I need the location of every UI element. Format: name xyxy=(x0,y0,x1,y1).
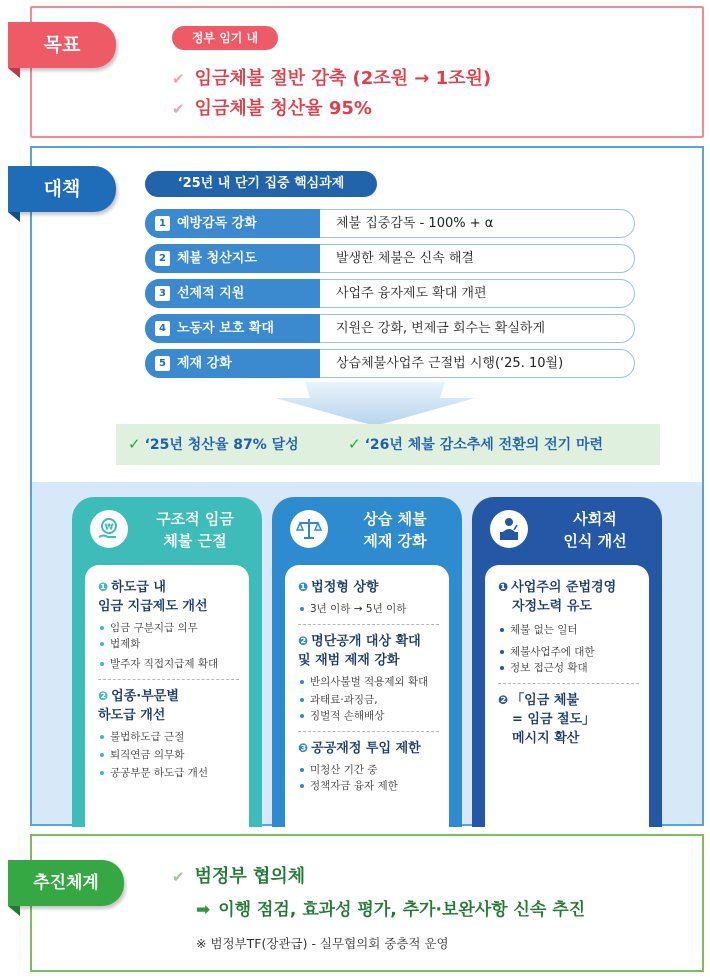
subitem-heading xyxy=(298,739,439,758)
bullet-item: 불법하도급 근절 xyxy=(98,729,239,745)
subitem-heading-text: 명단공개 대상 확대 xyxy=(311,634,421,649)
bullet-item: 퇴직연금 의무화 xyxy=(98,747,239,763)
bullet-item: 체불사업주에 대한 xyxy=(498,644,639,660)
speaker-podium-icon xyxy=(490,510,528,548)
core-tasks-title: ‘25년 내 단기 집중 핵심과제 xyxy=(145,171,377,197)
subitem-heading xyxy=(498,691,639,710)
subitem-heading-cont: 메시지 확산 xyxy=(512,731,580,746)
goal-item-1 xyxy=(172,64,491,90)
achievement-1 xyxy=(128,434,299,454)
coin-hand-icon xyxy=(90,510,128,548)
task-number: 5 xyxy=(155,356,170,371)
svg-text:₩: ₩ xyxy=(104,522,114,532)
number-badge-icon: ❷ xyxy=(498,693,509,707)
pillar-title xyxy=(334,508,456,552)
task-label-text: 선제적 지원 xyxy=(177,286,245,301)
bullet-item-cont: 징벌적 손해배상 xyxy=(298,708,439,724)
system-line-text: 이행 점검, 효과성 평가, 추가·보완사항 신속 추진 xyxy=(218,900,586,920)
task-label xyxy=(145,314,320,343)
pillar-title-line: 구조적 임금 xyxy=(156,510,234,528)
subitem-heading-text: 하도급 내 xyxy=(111,580,166,595)
task-description: 지원은 강화, 변제금 회수는 확실하게 xyxy=(336,321,546,336)
subitem-heading xyxy=(298,578,439,597)
checkmark-icon: ✓ xyxy=(348,435,361,453)
pillar-header xyxy=(272,497,462,562)
task-label xyxy=(145,244,320,273)
checkmark-icon: ✓ xyxy=(128,435,141,453)
bullet-item: 미청산 기간 중 xyxy=(298,762,439,778)
subitem-heading-cont: 하도급 개선 xyxy=(98,708,166,723)
subitem-heading-cont: 임금 지급제도 개선 xyxy=(98,599,208,614)
task-number: 1 xyxy=(155,216,170,231)
subitem-heading-cont: = 임금 절도」 xyxy=(512,712,596,727)
task-row-2 xyxy=(145,244,635,273)
pillar-title-line: 사회적 xyxy=(573,510,617,528)
achievement-text: ‘26년 체불 감소추세 전환의 전기 마련 xyxy=(364,437,604,453)
scales-of-justice-icon xyxy=(290,510,328,548)
divider xyxy=(98,679,239,680)
bullet-item: 3년 이하 → 5년 이하 xyxy=(298,601,439,617)
number-badge-icon: ❶ xyxy=(498,580,509,594)
check-icon: ✔ xyxy=(172,70,185,88)
divider xyxy=(298,731,439,732)
bullet-item: 체불 없는 일터 xyxy=(498,622,639,638)
pillar-title-line: 상습 체불 xyxy=(363,510,427,528)
pillar-title xyxy=(134,508,256,552)
task-label xyxy=(145,209,320,238)
pillar-title-line: 체불 근절 xyxy=(163,532,227,550)
system-line-2 xyxy=(196,895,585,920)
task-description: 상습체불사업주 근절법 시행(‘25. 10월) xyxy=(336,356,564,371)
pillar-body xyxy=(85,565,249,827)
bullet-item-cont: 정보 접근성 확대 xyxy=(498,660,639,676)
task-label-text: 노동자 보호 확대 xyxy=(177,321,274,336)
pillar-body xyxy=(485,565,649,827)
bullet-item: 임금 구분지급 의무 xyxy=(98,620,239,636)
subitem-heading-text: 공공재정 투입 제한 xyxy=(311,741,421,756)
number-badge-icon: ❷ xyxy=(298,634,309,648)
pillar-habitual-sanction xyxy=(272,497,462,827)
bullet-item: 공공부문 하도급 개선 xyxy=(98,765,239,781)
bullet-item-cont: 정책자금 융자 제한 xyxy=(298,778,439,794)
subitem-heading xyxy=(98,687,239,706)
task-number: 3 xyxy=(155,286,170,301)
subitem-heading xyxy=(98,578,239,597)
subitem-heading-text: 「임금 체불 xyxy=(511,693,579,708)
task-number: 2 xyxy=(155,251,170,266)
pillar-social-awareness xyxy=(472,497,662,827)
subitem-heading xyxy=(498,578,639,597)
system-line-text: 범정부 협의체 xyxy=(194,866,306,887)
divider xyxy=(298,624,439,625)
pillar-header xyxy=(472,497,662,562)
pillar-structural-eradication xyxy=(72,497,262,827)
check-icon: ✔ xyxy=(172,868,185,886)
task-label-text: 예방감독 강화 xyxy=(177,216,257,231)
task-label xyxy=(145,349,320,378)
task-description: 사업주 융자제도 확대 개편 xyxy=(336,286,487,301)
arrow-right-icon: ➡ xyxy=(196,900,211,920)
bullet-item-cont: 법제화 xyxy=(98,636,239,652)
pillar-body xyxy=(285,565,449,827)
pillar-title-line: 제재 강화 xyxy=(363,532,427,550)
pillar-header xyxy=(72,497,262,562)
down-arrow-icon xyxy=(0,380,710,430)
system-note: ※ 범정부TF(장관급) - 실무협의회 중층적 운영 xyxy=(196,936,449,951)
task-number: 4 xyxy=(155,321,170,336)
check-icon: ✔ xyxy=(172,100,185,118)
number-badge-icon: ❷ xyxy=(98,689,109,703)
subitem-heading-text: 법정형 상향 xyxy=(311,580,379,595)
task-label xyxy=(145,279,320,308)
subitem-heading-text: 업종·부문별 xyxy=(111,689,179,704)
task-row-3 xyxy=(145,279,635,308)
number-badge-icon: ❸ xyxy=(298,741,309,755)
achievement-text: ‘25년 청산율 87% 달성 xyxy=(144,437,299,453)
bullet-item: 과태료·과징금, xyxy=(298,692,439,708)
pillar-title xyxy=(534,508,656,552)
subitem-heading-text: 사업주의 준법경영 xyxy=(511,580,617,595)
task-label-text: 체불 청산지도 xyxy=(177,251,257,266)
goal-period-pill: 정부 임기 내 xyxy=(172,26,278,50)
achievements-bar xyxy=(116,424,660,465)
achievement-2 xyxy=(348,434,603,454)
subitem-heading xyxy=(298,632,439,651)
subitem-heading-cont: 자정노력 유도 xyxy=(512,599,592,614)
goal-item-2 xyxy=(172,94,372,120)
number-badge-icon: ❶ xyxy=(298,580,309,594)
task-row-5 xyxy=(145,349,635,378)
task-description: 발생한 체불은 신속 해결 xyxy=(336,251,474,266)
task-row-4 xyxy=(145,314,635,343)
bullet-item: 반의사불벌 적용제외 확대 xyxy=(298,674,439,690)
measures-tag: 대책 xyxy=(8,166,116,212)
goal-tag: 목표 xyxy=(8,22,116,68)
task-label-text: 제재 강화 xyxy=(177,356,232,371)
subitem-heading-cont: 및 재범 제재 강화 xyxy=(298,653,400,668)
goal-item-text: 임금체불 청산율 95% xyxy=(194,98,372,119)
number-badge-icon: ❶ xyxy=(98,580,109,594)
bullet-item: 발주자 직접지급제 확대 xyxy=(98,656,239,672)
system-line-1 xyxy=(172,862,305,888)
goal-item-text: 임금체불 절반 감축 (2조원 → 1조원) xyxy=(194,68,492,89)
system-tag: 추진체계 xyxy=(8,860,124,906)
task-row-1 xyxy=(145,209,635,238)
task-description: 체불 집중감독 - 100% + α xyxy=(336,216,494,231)
divider xyxy=(498,683,639,684)
pillar-title-line: 인식 개선 xyxy=(563,532,627,550)
